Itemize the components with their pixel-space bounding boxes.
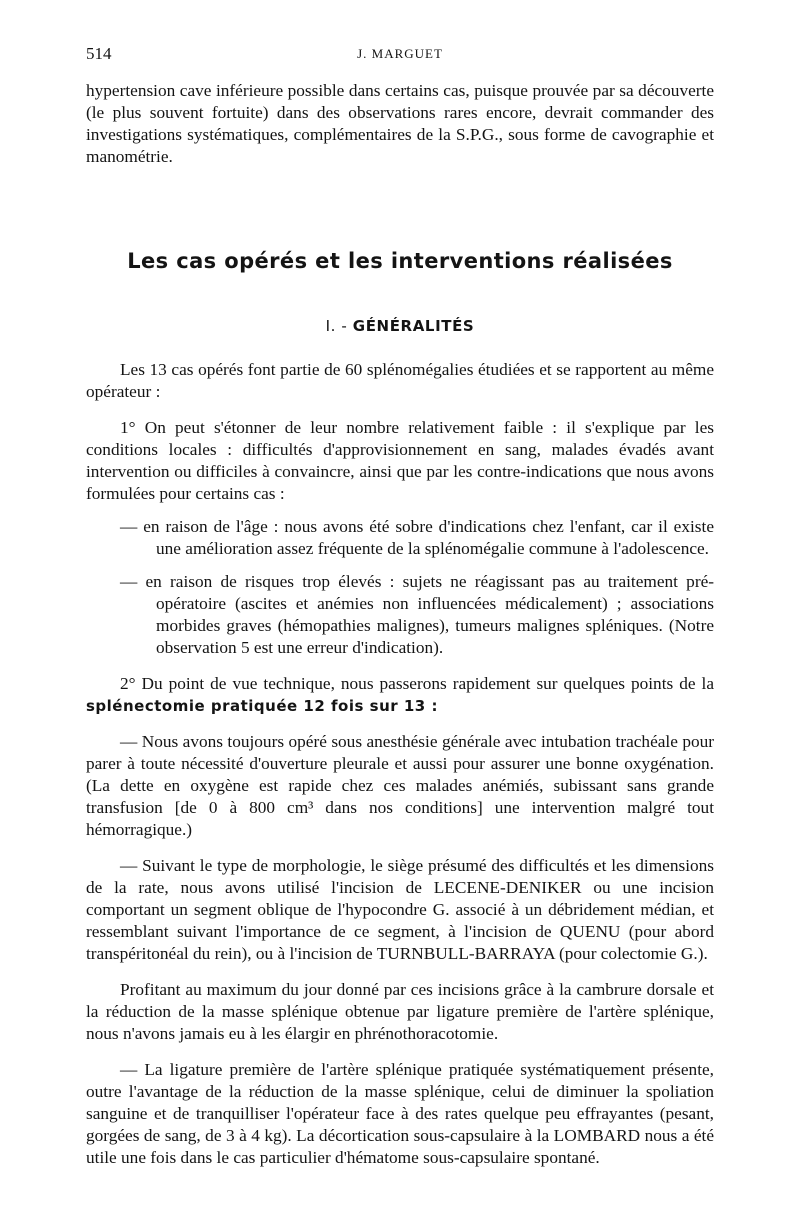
paragraph-anesthesia: — Nous avons toujours opéré sous anesthésie générale avec intubation trachéale pour parer à toute nécessité d'ouverture pleurale et aussi pour assurer une bonne oxygénation. (La dette en oxygène est rapide chez ces malades anémiés, subissant sans grande transfusion [de 0 à 800 cm³ dans nos conditions] une intervention malgré tout hémorragique.)	[86, 732, 714, 839]
paragraph-point-1: 1° On peut s'étonner de leur nombre relativement faible : il s'explique par les conditions locales : difficultés d'approvisionnement en sang, malades évadés avant intervention ou difficiles à convaincre, ainsi que par les contre-indications que nous avons formulées pour certains cas :	[86, 418, 714, 503]
dash-item-risks	[120, 571, 714, 659]
splenectomy-highlight: splénectomie pratiquée 12 fois sur 13 :	[86, 697, 438, 715]
running-head: J. MARGUET	[357, 46, 443, 61]
paragraph-point-2	[86, 673, 714, 717]
dash-item-age	[120, 516, 714, 560]
dash-item-age-text: — en raison de l'âge : nous avons été sobre d'indications chez l'enfant, car il existe une amélioration assez fréquente de la splénomégalie commune à l'adolescence.	[120, 517, 714, 558]
dash-item-risks-text: — en raison de risques trop élevés : sujets ne réagissant pas au traitement pré-opératoire (ascites et anémies non influencées médicalement) ; associations morbides graves (hémopathies malignes), tumeurs malignes spléniques. (Notre observation 5 est une erreur d'indication).	[120, 572, 714, 657]
paragraph-cases: Les 13 cas opérés font partie de 60 splénomégalies étudiées et se rapportent au même opérateur :	[86, 360, 714, 401]
paragraph-ligature: — La ligature première de l'artère splénique pratiquée systématiquement présente, outre l'avantage de la réduction de la masse splénique, celui de diminuer la spoliation sanguine et de tranquilliser l'opérateur face à des rates quelque peu effrayantes (pesant, gorgées de sang, de 3 à 4 kg). La décortication sous-capsulaire à la LOMBARD nous a été utile une fois dans le cas particulier d'hématome sous-capsulaire spontané.	[86, 1060, 714, 1167]
subsection-number: I. -	[325, 317, 348, 335]
subsection-title	[86, 315, 714, 337]
paragraph-incisions: Profitant au maximum du jour donné par ces incisions grâce à la cambrure dorsale et la réduction de la masse splénique obtenue par ligature première de l'artère splénique, nous n'avons jamais eu à les élargir en phrénothoracotomie.	[86, 980, 714, 1043]
intro-paragraph: hypertension cave inférieure possible dans certains cas, puisque prouvée par sa découverte (le plus souvent fortuite) dans des observations rares encore, devrait commander des investigations systématiques, complémentaires de la S.P.G., sous forme de cavographie et manométrie.	[86, 81, 714, 166]
section-title: Les cas opérés et les interventions réalisées	[127, 249, 673, 273]
page-number: 514	[86, 44, 112, 63]
page-header	[86, 44, 714, 68]
paragraph-point-2-text: 2° Du point de vue technique, nous passerons rapidement sur quelques points de la	[120, 674, 714, 693]
paragraph-morphology: — Suivant le type de morphologie, le siège présumé des difficultés et les dimensions de la rate, nous avons utilisé l'incision de LECENE-DENIKER ou une incision comportant un segment oblique de l'hypocondre G. associé à un débridement médian, et ressemblant suivant l'importance de ce segment, à l'incision de QUENU (pour abord transpéritonéal du rein), ou à l'incision de TURNBULL-BARRAYA (pour colectomie G.).	[86, 856, 714, 963]
page-body	[86, 80, 714, 1169]
subsection-heading: GÉNÉRALITÉS	[352, 317, 475, 335]
